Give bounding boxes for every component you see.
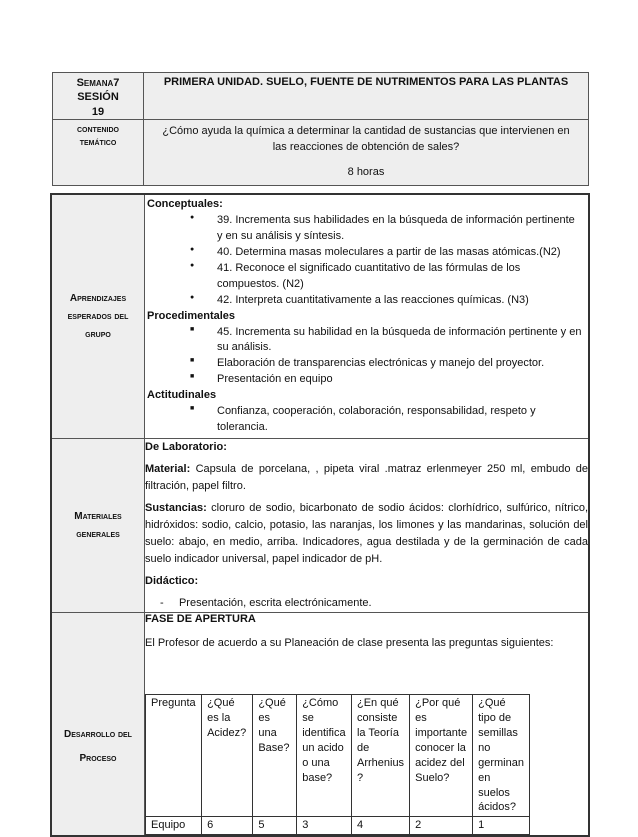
unit-title: PRIMERA UNIDAD. SUELO, FUENTE DE NUTRIMENTOS PARA LAS PLANTAS [163,76,569,88]
proceso-label: Proceso [79,753,117,765]
list-item: ● 41. Reconoce el significado cuantitativo de las fórmulas de los compuestos. (N2) [190,261,582,293]
materiales-content [145,439,590,613]
desarrollo-label: Desarrollo del [64,729,132,741]
table-cell: Equipo [146,817,202,835]
table-cell: ¿Por qué es importante conocer la acidez del Suelo? [410,695,473,817]
aprendizajes-label-cell [51,194,145,439]
table-cell: 5 [253,817,297,835]
sustancias-paragraph [145,500,588,568]
table-cell: ¿Cómo se identifica un acido o una base? [297,695,352,817]
session-label-cell [53,73,144,120]
fase-heading: FASE DE APERTURA [145,613,256,626]
didactico-item: Presentación, escrita electrónicamente. [178,597,372,610]
unit-title-cell [144,73,589,120]
hours-text: 8 horas [347,165,385,178]
esperados-label: esperados del [67,310,129,322]
materiales-label-cell [51,439,145,613]
table-row [146,695,530,817]
table-cell: Pregunta [146,695,202,817]
list-item: ■ Confianza, cooperación, colaboración, responsabilidad, respeto y tolerancia. [190,404,582,436]
lab-heading: De Laboratorio: [145,441,227,454]
table-cell: ¿Qué es una Base? [253,695,297,817]
list-item: ● 39. Incrementa sus habilidades en la búsqueda de información pertinente y en su análisis y síntesis. [190,213,582,245]
sesion-label: SESIÓN [77,91,119,104]
desarrollo-label-cell [51,613,145,836]
material-paragraph [145,461,588,495]
desarrollo-content [145,613,590,836]
table-cell: ¿Qué es la Acidez? [202,695,253,817]
table-cell: 3 [297,817,352,835]
conceptuales-heading: Conceptuales: [147,198,223,210]
table-cell: 1 [473,817,530,835]
questions-table [145,694,530,835]
sustancias-text: cloruro de sodio, bicarbonato de sodio ácidos: clorhídrico, sulfúrico, nítrico, hidróxidos: sodio, calcio, potasio, las naranjas, los limones y las mandarinas, solución del suelo: abajo, en medio, arriba. Indicadores, agua destilada y de la germinación de cada suelo indicador universal, papel indicador de pH. [145,502,588,566]
list-item: ● 42. Interpreta cuantitativamente a las reacciones químicas. (N3) [190,293,582,309]
list-item: ■ 45. Incrementa su habilidad en la búsqueda de información pertinente y en su análisis. [190,325,582,357]
grupo-label: grupo [85,328,111,340]
tematico-label: temático [79,136,117,148]
list-item: ■ Presentación en equipo [190,372,582,388]
table-cell: ¿Qué tipo de semillas no germinan en suelos ácidos? [473,695,530,817]
procedimentales-heading: Procedimentales [147,309,236,322]
table-cell: 4 [351,817,409,835]
contenido-label: contenido [77,123,119,135]
sustancias-heading: Sustancias: [145,502,207,515]
main-table [50,193,590,837]
sesion-number: 19 [91,105,105,118]
list-item: ■ Elaboración de transparencias electrónicas y manejo del proyector. [190,356,582,372]
intro-text: El Profesor de acuerdo a su Planeación de clase presenta las preguntas siguientes: [145,637,554,650]
question-cell [144,119,589,185]
table-cell: 2 [410,817,473,835]
generales-label: generales [76,528,120,540]
table-cell: 6 [202,817,253,835]
actitudinales-heading: Actitudinales [147,389,217,402]
contenido-label-cell [53,119,144,185]
aprendizajes-content [145,194,590,439]
material-heading: Material: [145,463,191,476]
materiales-label: Materiales [74,510,122,522]
didactico-heading: Didáctico: [145,575,199,588]
semana-label: Semana7 [76,77,120,89]
guiding-question: ¿Cómo ayuda la química a determinar la cantidad de sustancias que intervienen en las reacciones de obtención de sales? [162,124,570,153]
list-item: ● 40. Determina masas moleculares a partir de las masas atómicas.(N2) [190,245,582,261]
material-text: Capsula de porcelana, , pipeta viral .matraz erlenmeyer 250 ml, embudo de filtración, papel filtro. [145,463,588,493]
aprendizajes-label: Aprendizajes [69,292,127,304]
table-cell: ¿En qué consiste la Teoría de Arrhenius ? [351,695,409,817]
dash-bullet: - [160,597,164,610]
header-table [52,72,589,186]
